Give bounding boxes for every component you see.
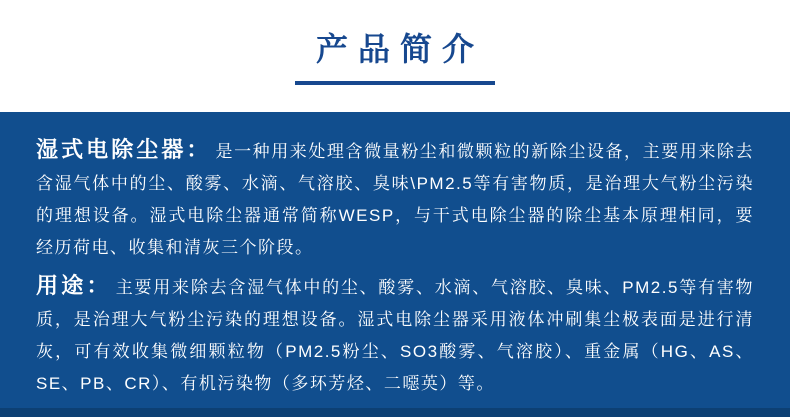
- usage-text: 主要用来除去含湿气体中的尘、酸雾、水滴、气溶胶、臭味、PM2.5等有害物质，是治理大气粉尘污染的理想设备。湿式电除尘器采用液体冲刷集尘极表面是进行清灰，可有效收集微细颗粒物（PM2.5粉尘、SO3酸雾、气溶胶）、重金属（HG、AS、SE、PB、CR）、有机污染物（多环芳烃、二噁英）等。: [36, 278, 754, 393]
- usage-paragraph: [36, 270, 754, 400]
- intro-text: 是一种用来处理含微量粉尘和微颗粒的新除尘设备，主要用来除去含湿气体中的尘、酸雾、水滴、气溶胶、臭味\PM2.5等有害物质，是治理大气粉尘污染的理想设备。湿式电除尘器通常简称WESP，与干式电除尘器的除尘基本原理相同，要经历荷电、收集和清灰三个阶段。: [36, 142, 754, 257]
- usage-lead: 用途：: [36, 273, 112, 298]
- title-underline: [295, 81, 495, 85]
- page-title: 产品简介: [315, 31, 484, 67]
- intro-paragraph: [36, 134, 754, 264]
- page-header: [0, 0, 790, 112]
- intro-panel: [0, 112, 790, 417]
- intro-lead: 湿式电除尘器：: [36, 137, 212, 162]
